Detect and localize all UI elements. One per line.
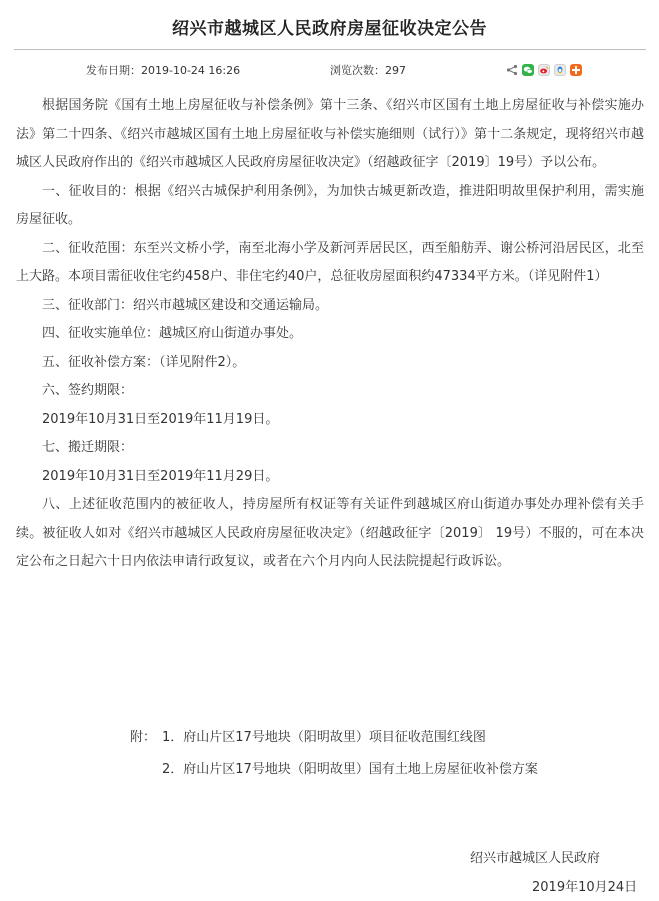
signature-date: 2019年10月24日: [532, 880, 638, 895]
item-scope: 二、征收范围：东至兴文桥小学，南至北海小学及新河弄居民区，西至船舫弄、谢公桥河沿居民区，北至上大路。本项目需征收住宅约458户、非住宅约40户，总征收房屋面积约47334平方米。（详见附件1）: [16, 240, 644, 284]
qq-icon[interactable]: [554, 64, 566, 76]
item-signing-period: 2019年10月31日至2019年11月19日。: [42, 411, 279, 427]
view-count: 浏览次数：297: [330, 64, 406, 77]
weibo-icon[interactable]: [538, 64, 550, 76]
more-icon[interactable]: [570, 64, 582, 76]
meta-bar: [0, 62, 659, 78]
attachment-lead: 附：: [130, 730, 157, 745]
publish-date: 发布日期：2019-10-24 16:26: [86, 64, 241, 77]
notice-body: [16, 92, 644, 577]
share-icon[interactable]: [506, 64, 518, 76]
item-appeal: 八、上述征收范围内的被征收人，持房屋所有权证等有关证件到越城区府山街道办事处办理补偿有关手续。被征收人如对《绍兴市越城区人民政府房屋征收决定》（绍越政征字〔2019〕 19号）不服的，可在本决定公布之日起六十日内依法申请行政复议，或者在六个月内向人民法院提起行政诉讼。: [16, 497, 644, 569]
item-implementer: 四、征收实施单位：越城区府山街道办事处。: [42, 326, 303, 341]
page-title: 绍兴市越城区人民政府房屋征收决定公告: [172, 19, 487, 39]
intro-paragraph: 根据国务院《国有土地上房屋征收与补偿条例》第十三条、《绍兴市区国有土地上房屋征收与补偿实施办法》第二十四条、《绍兴市越城区国有土地上房屋征收与补偿实施细则（试行）》第十二条规定，现将绍兴市越城区人民政府作出的《绍兴市越城区人民政府房屋征收决定》（绍越政征字〔2019〕19号）予以公布。: [16, 98, 644, 170]
item-department: 三、征收部门：绍兴市越城区建设和交通运输局。: [42, 297, 329, 313]
item-compensation: 五、征收补偿方案：（详见附件2）。: [42, 354, 246, 370]
item-purpose: 一、征收目的：根据《绍兴古城保护利用条例》，为加快古城更新改造，推进阳明故里保护利用，需实施房屋征收。: [16, 183, 644, 227]
title-divider: [14, 49, 646, 50]
item-relocation-label: 七、搬迁期限：: [42, 440, 134, 455]
item-relocation-period: 2019年10月31日至2019年11月29日。: [42, 468, 279, 484]
item-signing-label: 六、签约期限：: [42, 383, 134, 398]
share-toolbar: [506, 62, 582, 78]
attachment-1: 1．府山片区17号地块（阳明故里）项目征收范围红线图: [162, 730, 486, 745]
wechat-icon[interactable]: [522, 64, 534, 76]
attachment-2: 2．府山片区17号地块（阳明故里）国有土地上房屋征收补偿方案: [162, 762, 538, 777]
signature-org: 绍兴市越城区人民政府: [470, 851, 601, 866]
